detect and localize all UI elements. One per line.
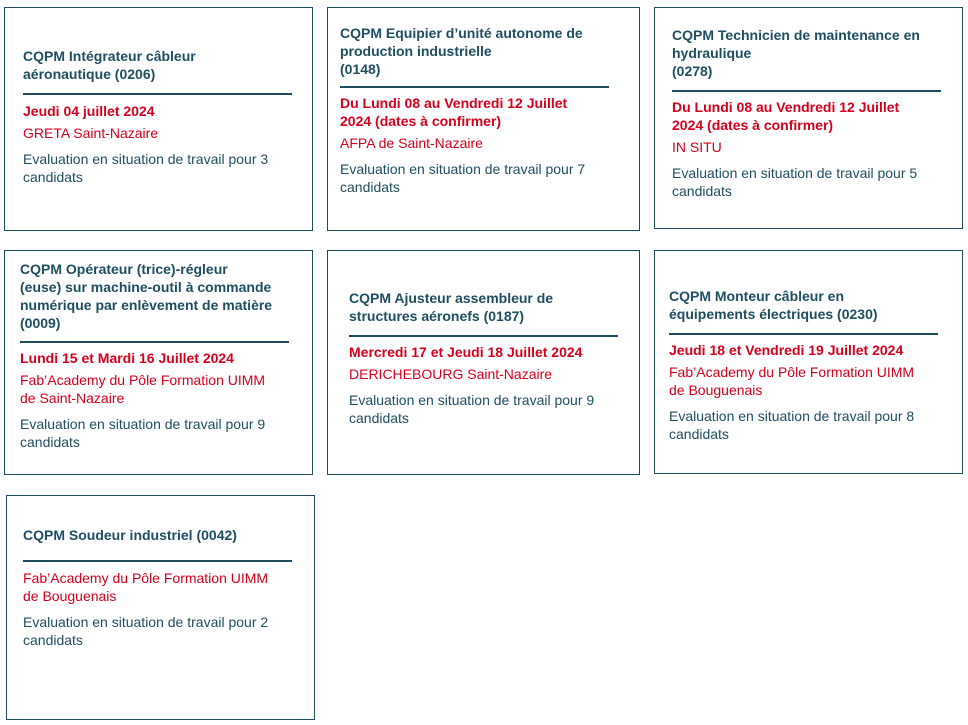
card-date: Du Lundi 08 au Vendredi 12 Juillet 2024 (dates à confirmer) [672, 99, 900, 133]
card-date: Jeudi 04 juillet 2024 [23, 103, 155, 119]
card-location: AFPA de Saint-Nazaire [340, 135, 483, 151]
card-description: Evaluation en situation de travail pour 7 candidats [340, 161, 586, 195]
card-divider [669, 333, 938, 335]
card-description: Evaluation en situation de travail pour 3 candidats [23, 151, 269, 185]
card-date: Jeudi 18 et Vendredi 19 Juillet 2024 [669, 342, 904, 358]
training-card [6, 495, 315, 720]
card-date: Lundi 15 et Mardi 16 Juillet 2024 [20, 350, 234, 366]
card-description: Evaluation en situation de travail pour 8 candidats [669, 408, 915, 442]
card-title: CQPM Ajusteur assembleur de structures aéronefs (0187) [349, 290, 554, 324]
card-divider [20, 341, 289, 343]
training-card [654, 250, 963, 474]
training-card [327, 250, 640, 475]
card-title: CQPM Equipier d’unité autonome de production industrielle (0148) [340, 25, 583, 77]
card-description: Evaluation en situation de travail pour 9 candidats [20, 416, 266, 450]
card-description: Evaluation en situation de travail pour 2 candidats [23, 614, 269, 648]
card-title: CQPM Monteur câbleur en équipements électriques (0230) [669, 288, 878, 322]
card-description: Evaluation en situation de travail pour 5 candidats [672, 165, 918, 199]
card-location: IN SITU [672, 139, 722, 155]
card-title: CQPM Opérateur (trice)-régleur (euse) sur machine-outil à commande numérique par enlèvement de matière (0009) [20, 261, 273, 331]
training-card [327, 7, 640, 231]
card-divider [23, 93, 292, 95]
card-title: CQPM Intégrateur câbleur aéronautique (0206) [23, 48, 196, 82]
training-card [654, 7, 963, 229]
card-location: Fab’Academy du Pôle Formation UIMM de Saint-Nazaire [20, 372, 266, 406]
training-card [4, 7, 313, 231]
training-card [4, 250, 313, 475]
card-title: CQPM Technicien de maintenance en hydraulique (0278) [672, 27, 920, 79]
card-divider [672, 90, 941, 92]
card-divider [340, 86, 609, 88]
card-date: Du Lundi 08 au Vendredi 12 Juillet 2024 (dates à confirmer) [340, 95, 568, 129]
card-divider [349, 335, 618, 337]
card-date: Mercredi 17 et Jeudi 18 Juillet 2024 [349, 344, 583, 360]
card-location: DERICHEBOURG Saint-Nazaire [349, 366, 553, 382]
card-description: Evaluation en situation de travail pour 9 candidats [349, 392, 595, 426]
card-divider [23, 560, 292, 562]
card-location: Fab’Academy du Pôle Formation UIMM de Bouguenais [669, 364, 915, 398]
card-location: Fab’Academy du Pôle Formation UIMM de Bouguenais [23, 570, 269, 604]
card-location: GRETA Saint-Nazaire [23, 125, 159, 141]
card-title: CQPM Soudeur industriel (0042) [23, 527, 237, 543]
